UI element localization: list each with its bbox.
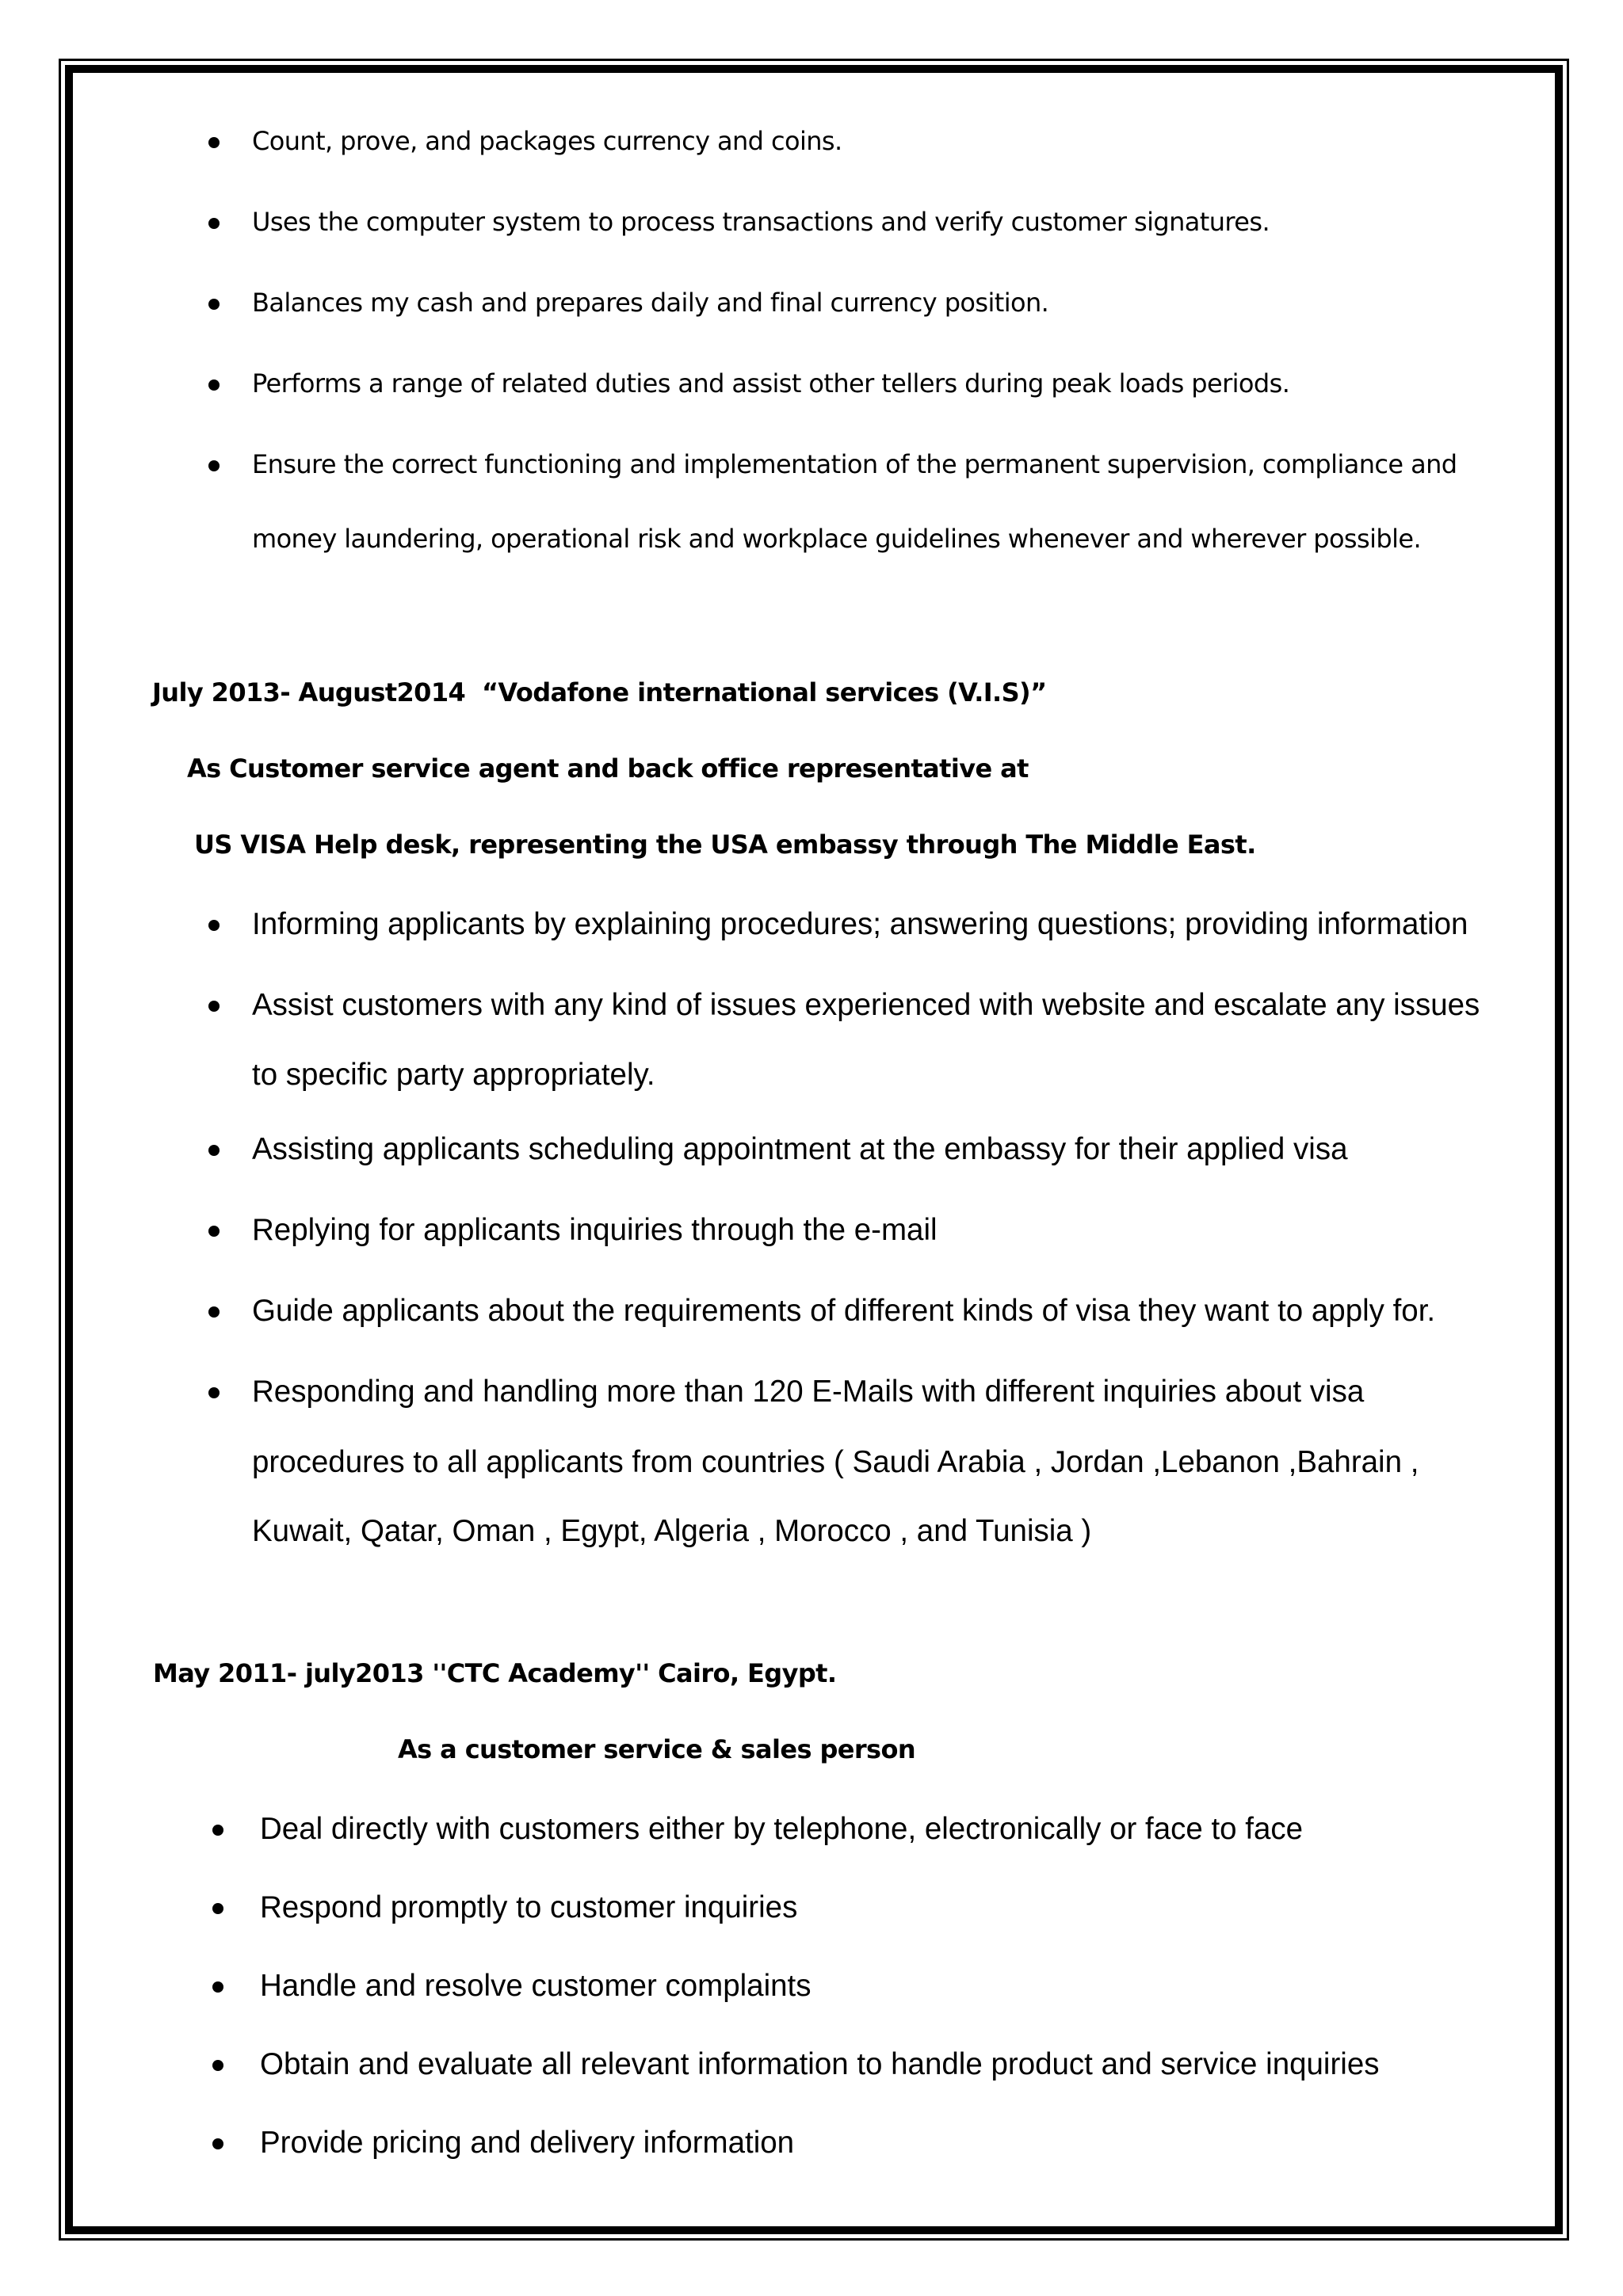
job-duty-item: Assisting applicants scheduling appointment at the embassy for their applied visa [252, 1132, 1348, 1166]
job-company: “Vodafone international services (V.I.S)” [482, 677, 1047, 707]
bullet-icon [212, 1903, 223, 1914]
job-duty-item-continued: Kuwait, Qatar, Oman , Egypt, Algeria , Morocco , and Tunisia ) [252, 1514, 1092, 1548]
bullet-icon [208, 218, 220, 229]
duty-item: Balances my cash and prepares daily and final currency position. [252, 288, 1049, 318]
job-role: As Customer service agent and back office representative at [187, 753, 1029, 784]
bullet-icon [212, 2138, 223, 2149]
duty-item-continued: money laundering, operational risk and workplace guidelines whenever and wherever possible. [252, 524, 1422, 554]
duty-item: Uses the computer system to process transactions and verify customer signatures. [252, 207, 1270, 237]
bullet-icon [208, 299, 220, 310]
job-duty-item: Responding and handling more than 120 E-Mails with different inquiries about visa [252, 1375, 1365, 1409]
bullet-icon [212, 1981, 223, 1993]
job-duty-item: Assist customers with any kind of issues experienced with website and escalate any issues [252, 988, 1480, 1022]
job-role: As a customer service & sales person [398, 1734, 916, 1764]
bullet-icon [212, 1825, 223, 1836]
job-duty-item-continued: to specific party appropriately. [252, 1058, 655, 1092]
bullet-icon [208, 1001, 220, 1012]
job-role-detail: US VISA Help desk, representing the USA embassy through The Middle East. [194, 830, 1256, 860]
job-duty-item: Informing applicants by explaining procedures; answering questions; providing information [252, 907, 1468, 941]
bullet-icon [212, 2060, 223, 2071]
bullet-icon [208, 1306, 220, 1318]
job-duty-item: Replying for applicants inquiries through the e-mail [252, 1213, 938, 1247]
bullet-icon [208, 379, 220, 391]
bullet-icon [208, 1387, 220, 1398]
job-duty-item: Provide pricing and delivery information [260, 2126, 795, 2160]
job-duty-item: Guide applicants about the requirements of different kinds of visa they want to apply for. [252, 1294, 1436, 1328]
job-duty-item: Obtain and evaluate all relevant information to handle product and service inquiries [260, 2047, 1380, 2081]
duty-item: Count, prove, and packages currency and coins. [252, 126, 842, 156]
job-duty-item-continued: procedures to all applicants from countries ( Saudi Arabia , Jordan ,Lebanon ,Bahrain , [252, 1445, 1419, 1479]
bullet-icon [208, 460, 220, 471]
job-duty-item: Handle and resolve customer complaints [260, 1969, 812, 2003]
job-duty-item: Deal directly with customers either by telephone, electronically or face to face [260, 1812, 1304, 1846]
job-dates: July 2013- August2014 [152, 677, 466, 707]
bullet-icon [208, 1226, 220, 1237]
bullet-icon [208, 137, 220, 148]
bullet-icon [208, 920, 220, 931]
bullet-icon [208, 1145, 220, 1156]
job-header: May 2011- july2013 ''CTC Academy'' Cairo, Egypt. [153, 1658, 837, 1688]
duty-item: Performs a range of related duties and assist other tellers during peak loads periods. [252, 368, 1290, 399]
duty-item: Ensure the correct functioning and implementation of the permanent supervision, compliance and [252, 449, 1457, 479]
job-duty-item: Respond promptly to customer inquiries [260, 1890, 798, 1924]
